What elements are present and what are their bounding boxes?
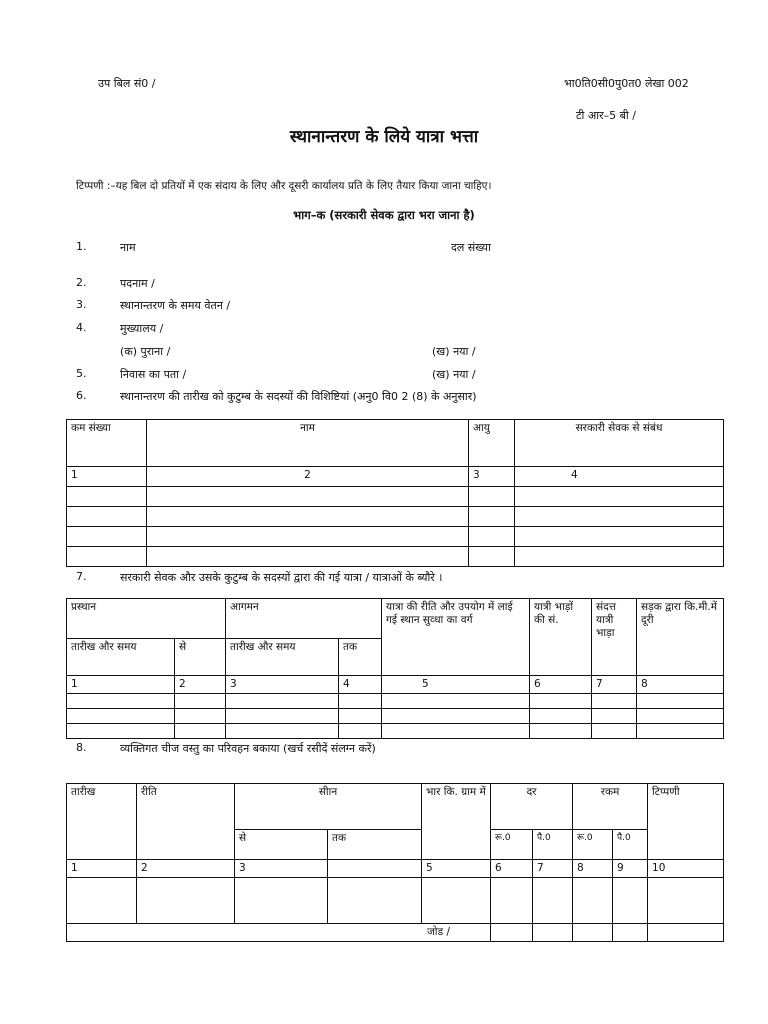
mode-header: रीति — [137, 784, 235, 860]
table-cell[interactable] — [328, 878, 422, 924]
column-header: कम संख्या — [67, 420, 147, 467]
goods-transport-table — [66, 783, 724, 942]
arrival-to-header: तक — [339, 639, 382, 676]
table-cell[interactable] — [67, 527, 147, 547]
remark-header: टिप्पणी — [648, 784, 724, 860]
address-label: निवास का पता / — [120, 368, 187, 381]
place-header: सीान — [235, 784, 422, 830]
column-number: 5 — [382, 676, 530, 694]
table-cell[interactable] — [382, 724, 530, 739]
column-number: 4 — [515, 467, 724, 487]
form-code: भा0ति0सी0पु0त0 लेखा 002 — [564, 77, 689, 90]
fare-count-header: यात्री भाड़ों की सं. — [530, 599, 592, 676]
column-number — [328, 860, 422, 878]
table-cell[interactable] — [469, 507, 515, 527]
departure-from-header: से — [175, 639, 226, 676]
table-cell[interactable] — [137, 878, 235, 924]
table-cell[interactable] — [226, 724, 339, 739]
table-cell[interactable] — [147, 527, 469, 547]
table-cell[interactable] — [147, 487, 469, 507]
note: टिप्पणी :–यह बिल दो प्रतियों में एक संदाय के लिए और दूसरी कार्यालय प्रति के लिए तैयार किया जाना चाहिए। — [76, 180, 492, 192]
table-row — [67, 507, 724, 527]
table-cell[interactable] — [533, 924, 573, 942]
family-details-label: स्थानान्तरण की तारीख को कुटुम्ब के सदस्यों की विशिष्टियां (अनु0 वि0 2 (8) के अनुसार) — [120, 390, 477, 403]
table-cell[interactable] — [637, 694, 724, 709]
table-row — [67, 878, 724, 924]
table-cell[interactable] — [592, 694, 637, 709]
table-row — [67, 724, 724, 739]
table-cell[interactable] — [67, 709, 175, 724]
fare-paid-header: संदत्त यात्री भाड़ा — [592, 599, 637, 676]
table-cell[interactable] — [648, 878, 724, 924]
salary-label: स्थानान्तरण के समय वेतन / — [120, 299, 231, 312]
form-type: टी आर–5 बी / — [576, 109, 636, 122]
table-cell[interactable] — [67, 724, 175, 739]
column-number: 2 — [147, 467, 469, 487]
table-cell[interactable] — [235, 878, 328, 924]
item-number: 3. — [76, 298, 87, 311]
item-number: 7. — [76, 570, 87, 583]
table-cell[interactable] — [67, 507, 147, 527]
column-number: 3 — [235, 860, 328, 878]
table-cell[interactable] — [226, 709, 339, 724]
table-cell[interactable] — [67, 694, 175, 709]
table-cell[interactable] — [530, 724, 592, 739]
new-headquarters-label: (ख) नया / — [432, 345, 476, 358]
column-header: आयु — [469, 420, 515, 467]
item-number: 5. — [76, 367, 87, 380]
table-cell[interactable] — [637, 709, 724, 724]
table-cell[interactable] — [573, 878, 613, 924]
table-row — [67, 694, 724, 709]
table-cell[interactable] — [592, 709, 637, 724]
table-cell[interactable] — [339, 694, 382, 709]
table-cell[interactable] — [613, 878, 648, 924]
date-header: तारीख — [67, 784, 137, 860]
column-number: 10 — [648, 860, 724, 878]
total-label: जोड / — [67, 924, 491, 942]
table-cell[interactable] — [67, 547, 147, 567]
table-cell[interactable] — [469, 547, 515, 567]
new-address-label: (ख) नया / — [432, 368, 476, 381]
table-cell[interactable] — [533, 878, 573, 924]
table-cell[interactable] — [147, 507, 469, 527]
table-cell[interactable] — [469, 527, 515, 547]
weight-header: भार कि. ग्राम में — [422, 784, 491, 860]
table-cell[interactable] — [382, 709, 530, 724]
table-row — [67, 527, 724, 547]
table-cell[interactable] — [648, 924, 724, 942]
team-number-label: दल संख्या — [451, 241, 491, 254]
road-distance-header: सड़क द्वारा कि.मी.में दूरी — [637, 599, 724, 676]
column-header: नाम — [147, 420, 469, 467]
goods-transport-label: व्यक्तिगत चीज वस्तु का परिवहन बकाया (खर्च रसीदें संलग्न करें) — [120, 742, 376, 755]
table-cell[interactable] — [339, 724, 382, 739]
column-number: 2 — [137, 860, 235, 878]
arrival-datetime-header: तारीख और समय — [226, 639, 339, 676]
column-number: 3 — [469, 467, 515, 487]
page-title: स्थानान्तरण के लिये यात्रा भत्ता — [289, 127, 479, 147]
table-cell[interactable] — [491, 924, 533, 942]
table-cell[interactable] — [491, 878, 533, 924]
table-cell[interactable] — [592, 724, 637, 739]
column-number: 5 — [422, 860, 491, 878]
table-cell[interactable] — [515, 487, 724, 507]
table-row — [67, 709, 724, 724]
from-header: से — [235, 830, 328, 860]
sub-bill-number: उप बिल सं0 / — [98, 77, 156, 90]
table-cell[interactable] — [515, 507, 724, 527]
mode-header: यात्रा की रीति और उपयोग में लाई गई स्थान सुव्धा का वर्ग — [382, 599, 530, 676]
table-cell[interactable] — [515, 527, 724, 547]
table-cell[interactable] — [637, 724, 724, 739]
family-members-table — [66, 419, 724, 567]
column-number: 2 — [175, 676, 226, 694]
table-row — [67, 487, 724, 507]
table-cell[interactable] — [339, 709, 382, 724]
total-row — [67, 924, 724, 942]
table-row — [67, 547, 724, 567]
column-header: सरकारी सेवक से संबंध — [515, 420, 724, 467]
to-header: तक — [328, 830, 422, 860]
column-number: 1 — [67, 467, 147, 487]
journey-table — [66, 598, 724, 739]
designation-label: पदनाम / — [120, 277, 155, 290]
table-cell[interactable] — [422, 878, 491, 924]
journey-details-label: सरकारी सेवक और उसके कुटुम्ब के सदस्यों द्वारा की गई यात्रा / यात्राओं के ब्यौरे । — [120, 571, 443, 584]
table-cell[interactable] — [382, 694, 530, 709]
amount-header: रकम — [573, 784, 648, 830]
column-number: 7 — [592, 676, 637, 694]
headquarters-label: मुख्यालय / — [120, 322, 164, 335]
paise-header: पै.0 — [613, 830, 648, 860]
table-cell[interactable] — [67, 487, 147, 507]
table-cell[interactable] — [175, 724, 226, 739]
column-number: 8 — [637, 676, 724, 694]
column-number: 1 — [67, 860, 137, 878]
column-number: 8 — [573, 860, 613, 878]
item-number: 1. — [76, 240, 87, 253]
paise-header: पै.0 — [533, 830, 573, 860]
column-number: 9 — [613, 860, 648, 878]
column-number: 4 — [339, 676, 382, 694]
column-number: 7 — [533, 860, 573, 878]
table-cell[interactable] — [573, 924, 613, 942]
table-cell[interactable] — [175, 709, 226, 724]
column-number: 6 — [491, 860, 533, 878]
table-cell[interactable] — [175, 694, 226, 709]
table-cell[interactable] — [613, 924, 648, 942]
departure-header: प्रस्थान — [67, 599, 226, 639]
item-number: 6. — [76, 389, 87, 402]
table-cell[interactable] — [469, 487, 515, 507]
item-number: 4. — [76, 321, 87, 334]
table-cell[interactable] — [147, 547, 469, 567]
name-label: नाम — [120, 241, 136, 254]
item-number: 8. — [76, 741, 87, 754]
column-number: 1 — [67, 676, 175, 694]
table-cell[interactable] — [226, 694, 339, 709]
table-cell[interactable] — [67, 878, 137, 924]
rupees-header: रू.0 — [573, 830, 613, 860]
arrival-header: आगमन — [226, 599, 382, 639]
table-cell[interactable] — [530, 694, 592, 709]
column-number: 6 — [530, 676, 592, 694]
old-headquarters-label: (क) पुराना / — [120, 345, 171, 358]
item-number: 2. — [76, 276, 87, 289]
part-heading: भाग–क (सरकारी सेवक द्वारा भरा जाना है) — [293, 208, 475, 222]
table-cell[interactable] — [515, 547, 724, 567]
column-number: 3 — [226, 676, 339, 694]
table-cell[interactable] — [530, 709, 592, 724]
rate-header: दर — [491, 784, 573, 830]
rupees-header: रू.0 — [491, 830, 533, 860]
departure-datetime-header: तारीख और समय — [67, 639, 175, 676]
